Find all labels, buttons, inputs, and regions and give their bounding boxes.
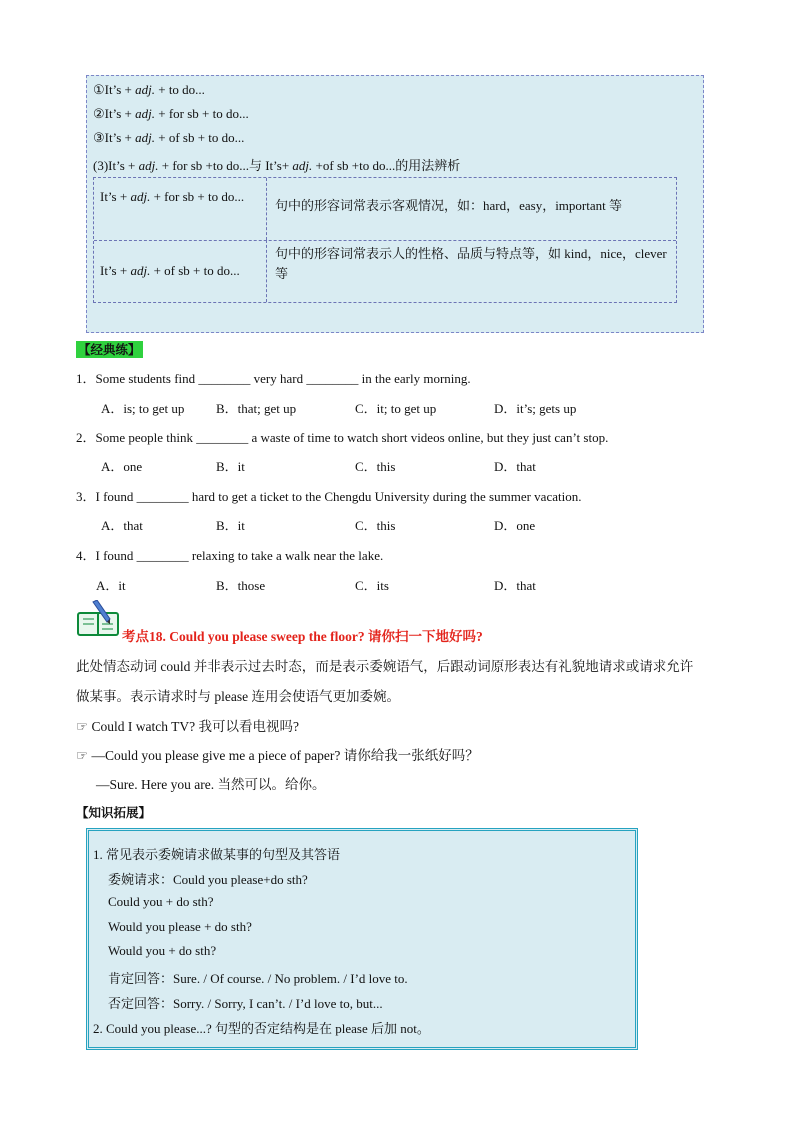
- option-a: A．it: [96, 578, 126, 593]
- extension-box: [86, 828, 638, 1050]
- option-b: B．that; get up: [216, 401, 297, 416]
- comparison-table: [93, 177, 677, 303]
- table-row: [94, 240, 676, 302]
- option-a: A．that: [101, 518, 143, 533]
- table-cell-usage: 句中的形容词常表示客观情况，如：hard，easy，important 等: [275, 198, 622, 213]
- example-line: ☞ Could I watch TV? 我可以看电视吗?: [76, 719, 299, 734]
- option-c: C．it; to get up: [355, 401, 437, 416]
- extension-line: 否定回答：Sorry. / Sorry, I can’t. / I’d love to, but...: [108, 996, 383, 1011]
- extension-line: Would you please + do sth?: [108, 919, 252, 934]
- extension-line: 2. Could you please...? 句型的否定结构是在 please 后加 not。: [93, 1021, 430, 1036]
- option-d: D．one: [494, 518, 536, 533]
- section-tag-extension: 【知识拓展】: [76, 805, 152, 820]
- option-c: C．this: [355, 459, 396, 474]
- extension-line: Would you + do sth?: [108, 943, 217, 958]
- table-cell-pattern: It’s + adj. + for sb + to do...: [94, 178, 267, 240]
- option-c: C．this: [355, 518, 396, 533]
- pattern-line: ③It’s + adj. + of sb + to do...: [93, 130, 245, 145]
- explanation-line: 做某事。表示请求时与 please 连用会使语气更加委婉。: [76, 689, 400, 704]
- book-pencil-icon: [76, 600, 120, 636]
- extension-line: Could you + do sth?: [108, 894, 214, 909]
- question-stem: 2．Some people think ________ a waste of time to watch short videos online, but they just can’t stop.: [76, 430, 609, 445]
- kaodian-title: 考点18. Could you please sweep the floor? 请你扫一下地好吗?: [122, 629, 483, 644]
- table-row: [94, 178, 676, 241]
- option-a: A．is; to get up: [101, 401, 185, 416]
- question-stem: 4．I found ________ relaxing to take a walk near the lake.: [76, 548, 384, 563]
- grammar-box: [86, 75, 704, 333]
- pattern-line: ①It’s + adj. + to do...: [93, 82, 205, 97]
- pattern-compare-heading: (3)It’s + adj. + for sb +to do...与 It’s+ adj. +of sb +to do...的用法辨析: [93, 158, 461, 173]
- option-d: D．that: [494, 578, 536, 593]
- option-d: D．it’s; gets up: [494, 401, 577, 416]
- example-line: —Sure. Here you are. 当然可以。给你。: [96, 777, 326, 792]
- section-tag-practice: 【经典练】: [78, 342, 141, 357]
- pattern-line: ②It’s + adj. + for sb + to do...: [93, 106, 249, 121]
- option-d: D．that: [494, 459, 536, 474]
- option-b: B．it: [216, 459, 245, 474]
- extension-line: 肯定回答：Sure. / Of course. / No problem. / I’d love to.: [108, 971, 408, 986]
- option-b: B．those: [216, 578, 266, 593]
- option-c: C．its: [355, 578, 389, 593]
- example-line: ☞ —Could you please give me a piece of paper? 请你给我一张纸好吗？: [76, 748, 479, 763]
- explanation-line: 此处情态动词 could 并非表示过去时态，而是表示委婉语气，后跟动词原形表达有礼貌地请求或请求允许: [76, 659, 694, 674]
- table-cell-pattern: It’s + adj. + of sb + to do...: [94, 240, 267, 302]
- extension-line: 1. 常见表示委婉请求做某事的句型及其答语: [93, 847, 341, 862]
- question-stem: 1．Some students find ________ very hard ________ in the early morning.: [76, 371, 471, 386]
- table-cell-usage: 句中的形容词常表示人的性格、品质与特点等，如 kind，nice，clever 等: [275, 246, 667, 281]
- option-a: A．one: [101, 459, 143, 474]
- question-stem: 3．I found ________ hard to get a ticket to the Chengdu University during the summer vacation.: [76, 489, 582, 504]
- extension-line: 委婉请求：Could you please+do sth?: [108, 872, 308, 887]
- option-b: B．it: [216, 518, 245, 533]
